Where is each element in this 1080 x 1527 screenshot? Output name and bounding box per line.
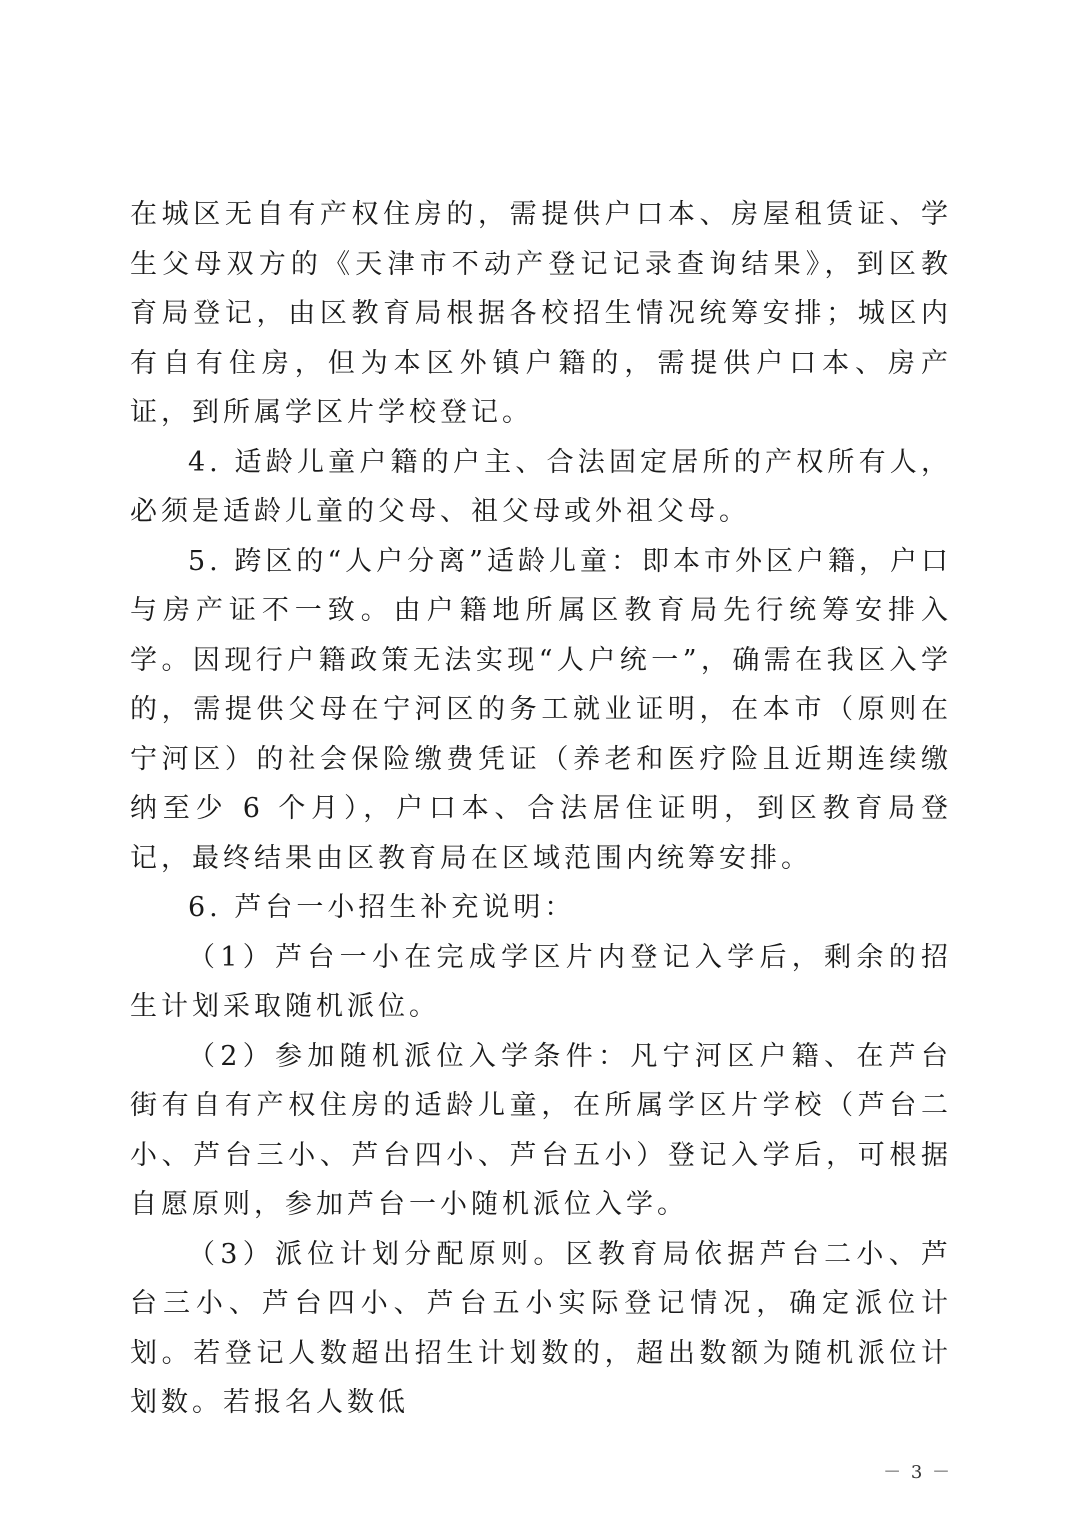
paragraph-item-6-sub-2: （2）参加随机派位入学条件：凡宁河区户籍、在芦台街有自有产权住房的适龄儿童，在所属学区片学校（芦台二小、芦台三小、芦台四小、芦台五小）登记入学后，可根据自愿原则，参加芦台一小随机派位入学。 [130,1040,952,1220]
paragraph-item-6-sub-1: （1）芦台一小在完成学区片内登记入学后，剩余的招生计划采取随机派位。 [130,941,952,1022]
paragraph-item-4-household-head: 4. 适龄儿童户籍的户主、合法固定居所的产权所有人，必须是适龄儿童的父母、祖父母或外祖父母。 [130,446,952,527]
paragraph-item-6-sub-3: （3）派位计划分配原则。区教育局依据芦台二小、芦台三小、芦台四小、芦台五小实际登记情况，确定派位计划。若登记人数超出招生计划数的，超出数额为随机派位计划数。若报名人数低 [130,1238,952,1418]
paragraph-item-6-heading: 6. 芦台一小招生补充说明： [188,892,576,923]
page-number: － 3 － [883,1462,952,1483]
paragraph-item-5-cross-district: 5. 跨区的“人户分离”适龄儿童：即本市外区户籍，户口与房产证不一致。由户籍地所属区教育局先行统筹安排入学。因现行户籍政策无法实现“人户统一”，确需在我区入学的，需提供父母在宁河区的务工就业证明，在本市（原则在宁河区）的社会保险缴费凭证（养老和医疗险且近期连续缴纳至少 6 个月），户口本、合法居住证明，到区教育局登记，最终结果由区教育局在区域范围内统筹安排。 [130,545,952,874]
paragraph-continuation-housing: 在城区无自有产权住房的，需提供户口本、房屋租赁证、学生父母双方的《天津市不动产登记记录查询结果》，到区教育局登记，由区教育局根据各校招生情况统筹安排；城区内有自有住房，但为本区外镇户籍的，需提供户口本、房产证，到所属学区片学校登记。 [130,199,952,428]
document-body [130,190,952,1428]
